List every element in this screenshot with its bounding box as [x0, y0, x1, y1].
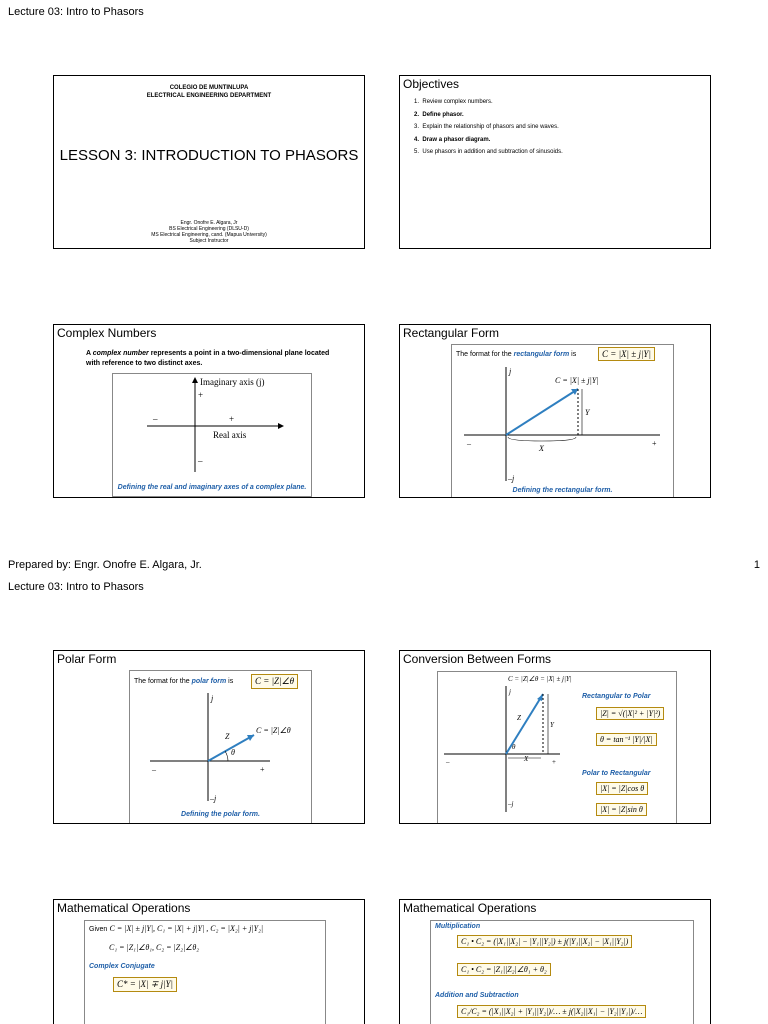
j-axis-label: j [211, 694, 214, 703]
negative-imaginary-sign: – [198, 456, 203, 466]
page-footer: Prepared by: Engr. Onofre E. Algara, Jr. [8, 559, 202, 571]
x-conversion-formula: |X| = |Z|cos θ [596, 782, 648, 795]
figure-caption: Defining the real and imaginary axes of a complex plane. [117, 484, 307, 491]
rectangular-diagram [452, 345, 673, 497]
complex-number-definition: A complex number represents a point in a two-dimensional plane located with reference to two distinct axes. [86, 350, 330, 367]
figure-caption: Defining the polar form. [181, 811, 260, 818]
polar-to-rect-heading: Polar to Rectangular [582, 770, 651, 777]
negative-j-label: –j [508, 800, 514, 808]
x-label: X [539, 444, 544, 453]
slide-title-math-operations: Mathematical Operations [57, 901, 191, 915]
real-axis-label: Real axis [213, 430, 247, 440]
angle-formula: θ = tan⁻¹ |Y|/|X| [596, 733, 657, 746]
school-name: COLEGIO DE MUNTINLUPA [169, 85, 249, 91]
point-label: C = |X| ± j|Y| [555, 376, 599, 385]
phasor-vector [506, 389, 578, 435]
negative-real-sign: – [152, 765, 156, 774]
slide-math-operations-2 [399, 899, 711, 1024]
slide-complex-numbers [53, 324, 365, 498]
negative-real-sign: – [153, 414, 158, 424]
page-header: Lecture 03: Intro to Phasors [8, 6, 144, 18]
theta-label: θ [231, 748, 235, 757]
positive-real-sign: + [552, 758, 556, 766]
angle-arc [225, 751, 228, 761]
z-label: Z [225, 732, 230, 741]
positive-imaginary-sign: + [198, 390, 204, 400]
polar-form-figure [129, 670, 312, 824]
imaginary-axis-arrow [192, 377, 198, 383]
complex-conjugate-formula: C* = |X| ∓ j|Y| [113, 977, 177, 992]
slide-polar-form [53, 650, 365, 824]
figure-caption: Defining the rectangular form. [512, 487, 613, 494]
negative-j-label: –j [508, 474, 515, 483]
given-line-1: Given C = |X| ± j|Y|, C₁ = |X| + j|Y| , C₂ = |X₂| + j|Y₂| [89, 924, 264, 933]
polar-formula-box: C = |Z|∠θ [251, 674, 298, 689]
slide-title-rectangular-form: Rectangular Form [403, 326, 500, 340]
division-formula: C₁/C₂ = (|X₁||X₂| + |Y₁||Y₂|)/… ± j(|X₂||X₁| − |Y₂||Y₁|)/… [457, 1005, 646, 1018]
y-label: Y [585, 408, 590, 417]
author-degree-2: MS Electrical Engineering, cand. (Mapua University) [151, 232, 267, 238]
imaginary-axis-label: Imaginary axis (j) [200, 377, 265, 387]
slide-title-math-operations: Mathematical Operations [403, 901, 537, 915]
negative-j-label: –j [210, 794, 217, 803]
author-name: Engr. Onofre E. Algara, Jr [180, 220, 238, 226]
x-label: X [524, 755, 529, 763]
polar-intro: The format for the polar form is [134, 678, 234, 685]
real-axis-arrow [278, 423, 284, 429]
multiplication-polar-formula: C₁ • C₂ = |Z₁||Z₂|∠θ₁ + θ₂ [457, 963, 551, 976]
rectangular-intro: The format for the rectangular form is [456, 351, 577, 358]
positive-real-sign: + [229, 414, 235, 424]
slide-conversion [399, 650, 711, 824]
x-dimension-brace [508, 437, 576, 441]
theta-label: θ [512, 743, 516, 751]
slide-title [53, 75, 365, 249]
list-item: 3. Explain the relationship of phasors and sine waves. [414, 124, 559, 130]
department-name: ELECTRICAL ENGINEERING DEPARTMENT [146, 93, 272, 99]
slide-title-polar-form: Polar Form [57, 652, 117, 666]
math-operations-figure [430, 920, 694, 1024]
addition-subtraction-heading: Addition and Subtraction [435, 992, 519, 999]
slide-math-operations-1 [53, 899, 365, 1024]
z-label: Z [517, 714, 521, 722]
list-item: 5. Use phasors in addition and subtraction of sinusoids. [414, 149, 563, 155]
slide-title-complex-numbers: Complex Numbers [57, 326, 157, 340]
y-label: Y [550, 721, 554, 729]
phasor-arrowhead [537, 694, 543, 701]
j-axis-label: j [509, 688, 511, 696]
list-item: 4. Draw a phasor diagram. [414, 136, 491, 143]
rectangular-form-figure [451, 344, 674, 498]
lesson-title: LESSON 3: INTRODUCTION TO PHASORS [59, 147, 359, 164]
page-number: 1 [753, 559, 760, 571]
multiplication-rect-formula: C₁ • C₂ = (|X₁||X₂| − |Y₁||Y₂|) ± j(|Y₁||X₂| − |X₁||Y₂|) [457, 935, 632, 948]
point-label: C = |Z|∠θ [256, 726, 291, 735]
negative-real-sign: – [446, 758, 450, 766]
complex-plane-diagram [113, 374, 311, 496]
polar-diagram [130, 671, 311, 823]
complex-plane-figure [112, 373, 312, 497]
rect-to-polar-heading: Rectangular to Polar [582, 693, 651, 700]
positive-real-sign: + [652, 439, 657, 448]
complex-conjugate-heading: Complex Conjugate [89, 963, 155, 970]
conversion-figure [437, 671, 677, 824]
multiplication-heading: Multiplication [435, 923, 481, 930]
author-role: Subject Instructor [189, 238, 229, 244]
page-header: Lecture 03: Intro to Phasors [8, 581, 144, 593]
math-operations-figure [84, 920, 326, 1024]
j-axis-label: j [509, 367, 512, 376]
top-formula: C = |Z|∠θ = |X| ± j|Y| [508, 675, 572, 683]
slide-rectangular-form [399, 324, 711, 498]
slide-title-objectives: Objectives [403, 77, 460, 91]
rectangular-formula-box: C = |X| ± j|Y| [598, 347, 655, 361]
given-line-2: C₁ = |Z₁|∠θ₁, C₂ = |Z₂|∠θ₂ [109, 943, 200, 952]
objectives-list [414, 96, 563, 159]
negative-real-sign: – [467, 439, 471, 448]
slide-objectives [399, 75, 711, 249]
y-conversion-formula: |X| = |Z|sin θ [596, 803, 647, 816]
magnitude-formula: |Z| = √(|X|² + |Y|²) [596, 707, 664, 720]
author-degree-1: BS Electrical Engineering (DLSU-D) [169, 226, 249, 232]
list-item: 2. Define phasor. [414, 111, 464, 118]
positive-real-sign: + [260, 765, 265, 774]
list-item: 1. Review complex numbers. [414, 99, 493, 105]
slide-title-conversion: Conversion Between Forms [403, 652, 552, 666]
